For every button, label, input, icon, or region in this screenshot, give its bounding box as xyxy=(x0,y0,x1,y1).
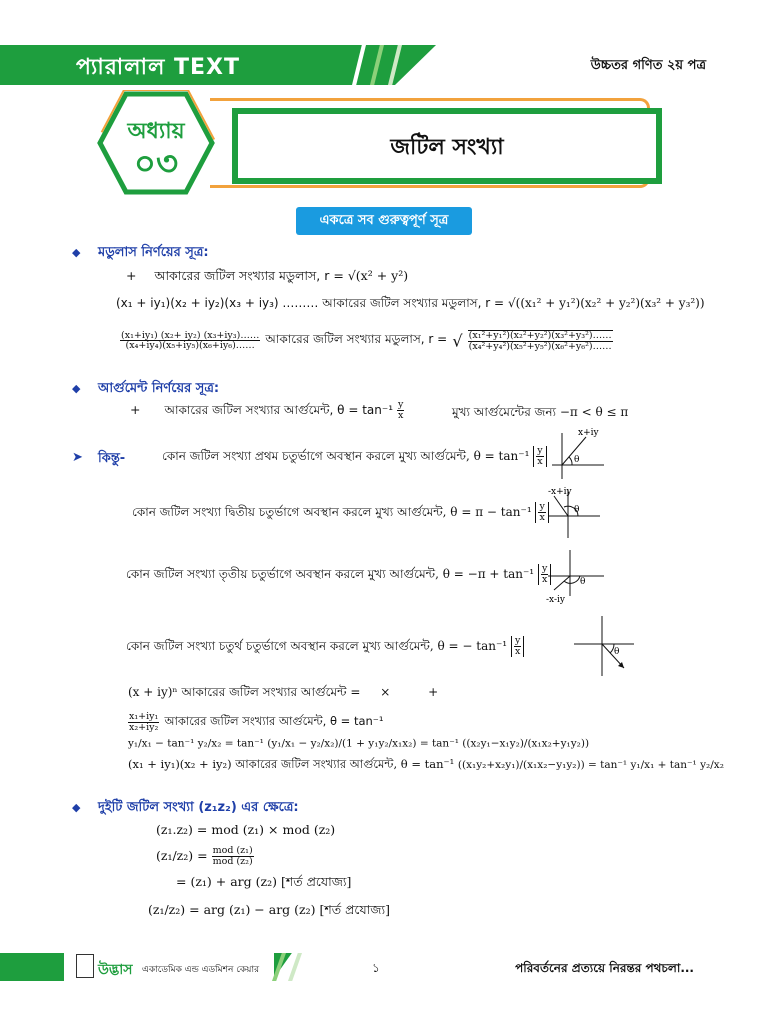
division-line xyxy=(128,712,768,752)
quadrant-2-diagram xyxy=(544,484,604,540)
footer-slogan: পরিবর্তনের প্রত্যয়ে নিরন্তর পথচলা... xyxy=(515,961,694,975)
subject-label: উচ্চতর গণিত ২য় পত্র xyxy=(590,58,706,73)
fraction-numerator: y xyxy=(539,501,545,512)
modulus-heading: মডুলাস নির্ণয়ের সূত্র: xyxy=(98,245,209,260)
fraction-numerator: mod (z₁) xyxy=(212,845,253,856)
chapter-label: অধ্যায় xyxy=(127,119,185,144)
quotient-left: (z₁/z₂) = xyxy=(156,847,208,863)
point-label: x+iy xyxy=(578,428,599,438)
abs-fraction xyxy=(533,446,546,467)
modulus-line-2 xyxy=(116,295,705,315)
theta-label: θ xyxy=(580,577,586,587)
fraction-denominator: (x₄+iy₄)(x₅+iy₅)(x₆+iy₆)…… xyxy=(125,340,255,352)
chapter-title: জটিল সংখ্যা xyxy=(390,135,504,160)
point-label: -x+iy xyxy=(548,487,572,497)
quotient-fraction xyxy=(212,846,254,867)
fraction-numerator: y xyxy=(541,563,548,574)
mod-product-formula: (z₁.z₂) = mod (z₁) × mod (z₂) xyxy=(156,822,336,837)
arg-quotient-formula: (z₁/z₂) = arg (z₁) − arg (z₂) [শর্ত প্রযোজ্য] xyxy=(148,902,390,917)
modulus-line-3-text: আকারের জটিল সংখ্যার মডুলাস, r = xyxy=(265,331,448,346)
bullet-icon: ◆ xyxy=(72,382,81,395)
modulus-line-3 xyxy=(120,330,613,352)
division-expr: y₁/x₁ − tan⁻¹ y₂/x₂ = tan⁻¹ (y₁/x₁ − y₂/x₂)/(1 + y₁y₂/x₁x₂) = tan⁻¹ ((x₂y₁−x₁y₂)/(x₁x₂+y₁y₂)) xyxy=(128,737,590,750)
page-number: ১ xyxy=(372,961,380,975)
sqrt-icon: √ xyxy=(452,331,463,351)
arg-product-formula: = (z₁) + arg (z₂) [শর্ত প্রযোজ্য] xyxy=(176,874,352,889)
footer-subtitle: একাডেমিক এন্ড এডমিশন কেয়ার xyxy=(142,965,260,975)
fraction-denominator: x xyxy=(541,573,548,585)
modulus-line-1-expr: √(x² + y²) xyxy=(347,268,409,283)
footer-brand: উদ্ভাস xyxy=(98,962,133,978)
quadrant-1-diagram xyxy=(548,425,608,481)
fraction-denominator: mod (z₂) xyxy=(212,855,253,867)
fraction-denominator: x xyxy=(398,409,404,421)
product-line xyxy=(128,756,724,775)
times-sign: × xyxy=(380,685,391,699)
modulus-line-3-fraction xyxy=(120,331,260,352)
theta-label: θ xyxy=(574,455,580,465)
arrow-icon: ➤ xyxy=(72,450,83,465)
quadrant-3-text: কোন জটিল সংখ্যা তৃতীয় চতুর্ভাগে অবস্থান করলে মুখ্য আর্গুমেন্ট, θ = −π + tan⁻¹ xyxy=(126,566,535,581)
argument-heading: আর্গুমেন্ট নির্ণয়ের সূত্র: xyxy=(98,381,220,396)
bullet-icon: ◆ xyxy=(72,246,81,259)
theta-label: θ xyxy=(574,505,580,515)
quadrant-3-diagram xyxy=(544,546,606,604)
fraction-denominator: (x₄²+y₄²)(x₅²+y₅²)(x₆²+y₆²)…… xyxy=(468,340,612,352)
argument-line-1-text: আকারের জটিল সংখ্যার আর্গুমেন্ট, θ = tan⁻¹ xyxy=(164,402,394,417)
point-label: -x-iy xyxy=(546,595,565,604)
modulus-line-2-text: (x₁ + iy₁)(x₂ + iy₂)(x₃ + iy₃) ……… আকারের জটিল সংখ্যার মডুলাস, r = xyxy=(116,296,505,310)
plus-sign: + xyxy=(130,401,141,417)
chapter-number: ০৩ xyxy=(133,144,179,184)
quadrant-4-text: কোন জটিল সংখ্যা চতুর্থ চতুর্ভাগে অবস্থান করলে মুখ্য আর্গুমেন্ট, θ = − tan⁻¹ xyxy=(126,638,508,653)
argument-line-1-fraction xyxy=(397,400,404,421)
two-numbers-heading: দুইটি জটিল সংখ্যা (z₁z₂) এর ক্ষেত্রে: xyxy=(98,800,299,815)
division-fraction xyxy=(128,712,159,733)
product-expr: ((x₁y₂+x₂y₁)/(x₁x₂−y₁y₂)) = tan⁻¹ y₁/x₁ + tan⁻¹ y₂/x₂ xyxy=(457,759,724,771)
fraction-numerator: x₁+iy₁ xyxy=(129,711,159,723)
fraction-numerator: y xyxy=(537,445,543,456)
fraction-numerator: y xyxy=(514,635,521,646)
bullet-icon: ◆ xyxy=(72,801,81,814)
header-white-panel xyxy=(395,45,768,85)
principal-range: মুখ্য আর্গুমেন্টের জন্য −π < θ ≤ π xyxy=(452,405,629,419)
mod-quotient-formula xyxy=(156,846,254,867)
plus-sign: + xyxy=(126,268,137,283)
brand-logo: প্যারালাল TEXT xyxy=(76,55,241,80)
power-text: (x + iy)ⁿ আকারের জটিল সংখ্যার আর্গুমেন্ট = xyxy=(128,685,361,699)
abs-fraction xyxy=(511,636,524,657)
modulus-line-3-root xyxy=(468,330,613,352)
footer-logo-icon xyxy=(76,954,94,978)
argument-line-1 xyxy=(130,400,404,422)
theta-label: θ xyxy=(614,647,620,657)
quadrant-2-line xyxy=(132,502,549,524)
quadrant-2-text: কোন জটিল সংখ্যা দ্বিতীয় চতুর্ভাগে অবস্থান করলে মুখ্য আর্গুমেন্ট, θ = π − tan⁻¹ xyxy=(132,504,532,519)
power-line xyxy=(128,684,438,704)
fraction-numerator: (x₁+iy₁) (x₂+ iy₂) (x₃+iy₃)…… xyxy=(121,329,260,341)
quadrant-4-line xyxy=(126,636,524,658)
fraction-numerator: (x₁²+y₁²)(x₂²+y₂²)(x₃²+y₃²)…… xyxy=(468,330,612,341)
quadrant-1-line xyxy=(162,446,547,468)
fraction-denominator: x xyxy=(537,455,543,467)
modulus-line-1 xyxy=(126,268,408,288)
fraction-denominator: x₂+iy₂ xyxy=(129,722,159,733)
quadrant-4-diagram xyxy=(570,614,636,678)
plus-sign: + xyxy=(428,685,439,699)
fraction-denominator: x xyxy=(514,645,521,657)
fraction-numerator: y xyxy=(398,399,404,410)
formula-badge: একত্রে সব গুরুত্বপূর্ণ সূত্র xyxy=(296,207,472,235)
fraction-denominator: x xyxy=(539,511,545,523)
modulus-line-2-expr: √((x₁² + y₁²)(x₂² + y₂²)(x₃² + y₃²)) xyxy=(508,296,705,310)
division-text: আকারের জটিল সংখ্যার আর্গুমেন্ট, θ = tan⁻¹ xyxy=(164,714,384,728)
product-text: (x₁ + iy₁)(x₂ + iy₂) আকারের জটিল সংখ্যার আর্গুমেন্ট, θ = tan⁻¹ xyxy=(128,757,455,771)
quadrant-1-text: কোন জটিল সংখ্যা প্রথম চতুর্ভাগে অবস্থান করলে মুখ্য আর্গুমেন্ট, θ = tan⁻¹ xyxy=(162,448,530,463)
modulus-line-1-text: আকারের জটিল সংখ্যার মডুলাস, r = xyxy=(154,268,344,283)
but-label: কিন্তু- xyxy=(98,451,126,466)
quadrant-3-line xyxy=(126,564,551,586)
